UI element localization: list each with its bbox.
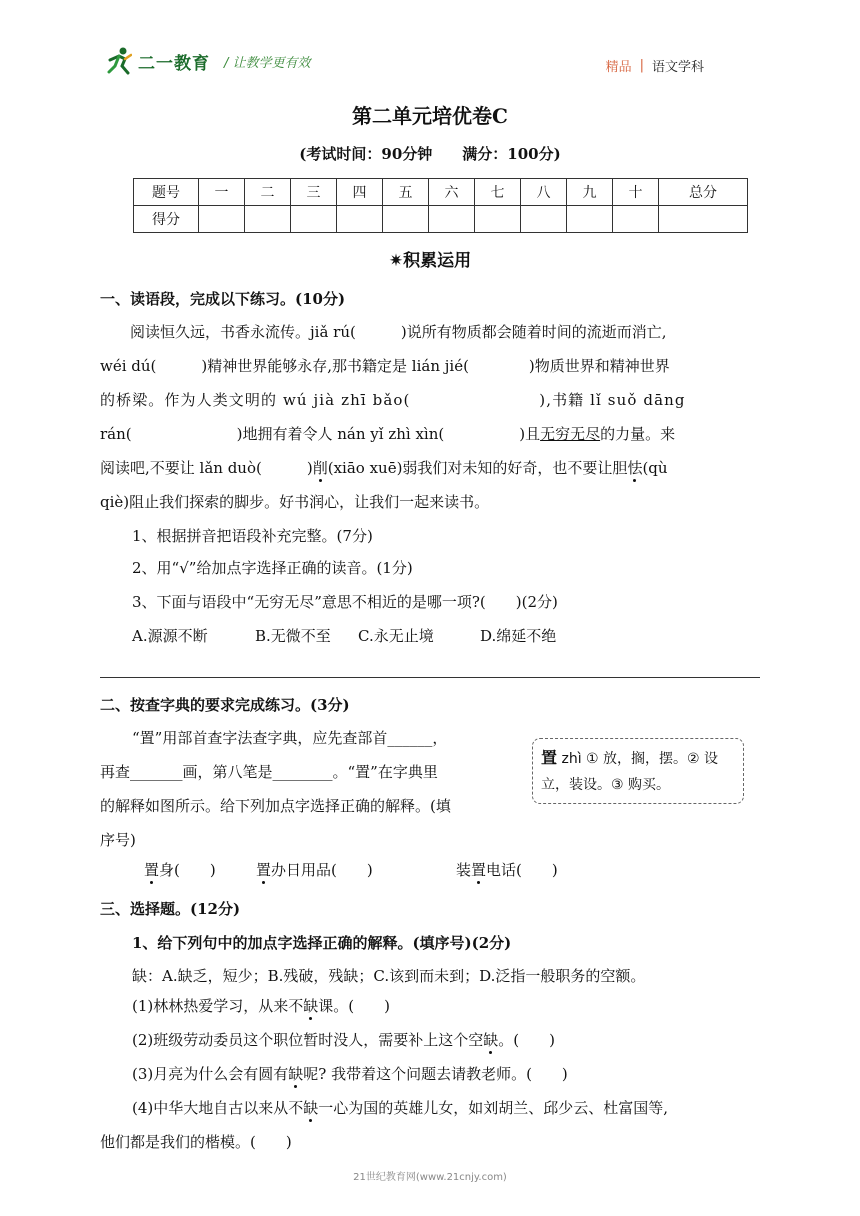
text-span: rán( )地拥有着令人 nán yǐ zhì xìn( )且 bbox=[100, 425, 541, 443]
table-cell: 总分 bbox=[659, 179, 748, 206]
score-cell[interactable] bbox=[475, 206, 521, 233]
text-span: 电话( ) bbox=[486, 861, 558, 879]
dotted-char: 缺 bbox=[288, 1065, 304, 1083]
slogan: / 让教学更有效 bbox=[224, 55, 311, 71]
page-title: 第二单元培优卷C bbox=[352, 104, 508, 128]
score-cell[interactable] bbox=[613, 206, 659, 233]
q2-item bbox=[256, 860, 373, 880]
table-cell: 一 bbox=[199, 179, 245, 206]
text-span: 一心为国的英雄儿女，如刘胡兰、邱少云、杜富国等, bbox=[318, 1099, 669, 1117]
table-cell: 二 bbox=[245, 179, 291, 206]
text-span: (xiāo xuē)弱我们对未知的好奇，也不要让胆 bbox=[327, 459, 628, 477]
dictionary-entry-box bbox=[532, 738, 744, 804]
dict-line bbox=[541, 745, 735, 772]
q1-para-line: 阅读恒久远，书香永流传。jiǎ rú( )说所有物质都会随着时间的流逝而消亡, bbox=[100, 323, 667, 341]
score-table bbox=[133, 178, 748, 233]
text-span: 阅读吧,不要让 lǎn duò( ) bbox=[100, 459, 313, 477]
q3-sentence bbox=[132, 996, 390, 1016]
table-cell: 六 bbox=[429, 179, 475, 206]
q2-line: 序号) bbox=[100, 831, 136, 849]
text-span: 办日用品( ) bbox=[271, 861, 373, 879]
q1-para-line: wéi dú( )精神世界能够永存,那书籍定是 lián jié( )物质世界和精神世界 bbox=[100, 357, 670, 375]
subject-label: 语文学科 bbox=[651, 60, 704, 75]
score-cell[interactable] bbox=[199, 206, 245, 233]
text-span: 呢? 我带着这个问题去请教老师。( ) bbox=[303, 1065, 568, 1083]
score-cell[interactable] bbox=[337, 206, 383, 233]
q2-line: “置”用部首查字法查字典，应先查部首______， bbox=[132, 729, 448, 747]
text-span: 身( ) bbox=[159, 861, 216, 879]
q1-para-line bbox=[100, 424, 675, 444]
table-cell: 四 bbox=[337, 179, 383, 206]
q1-option[interactable]: C.永无止境 bbox=[358, 627, 434, 645]
q1-para-line: qiè)阻止我们探索的脚步。好书润心，让我们一起来读书。 bbox=[100, 493, 490, 511]
score-cell[interactable] bbox=[245, 206, 291, 233]
dotted-char: 缺 bbox=[483, 1031, 499, 1049]
q3-heading: 三、选择题。(12分) bbox=[100, 900, 241, 918]
header-subject bbox=[606, 56, 704, 75]
brand-logo bbox=[106, 46, 311, 76]
dict-definition: 立，装设。③ 购买。 bbox=[541, 777, 671, 793]
table-cell: 十 bbox=[613, 179, 659, 206]
q3-sentence bbox=[132, 1098, 668, 1118]
dotted-char: 削 bbox=[312, 459, 328, 477]
dotted-char: 怯 bbox=[627, 459, 643, 477]
table-cell: 五 bbox=[383, 179, 429, 206]
q2-item bbox=[144, 860, 216, 880]
exam-info: (考试时间：90分钟 满分：100分) bbox=[299, 145, 561, 163]
text-span: (2)班级劳动委员这个职位暂时没人，需要补上这个空 bbox=[132, 1031, 484, 1049]
score-table-header-row bbox=[134, 179, 748, 206]
table-cell: 得分 bbox=[134, 206, 199, 233]
underlined-phrase: 无穷无尽 bbox=[540, 425, 601, 443]
q3-definition: 缺：A.缺乏，短少；B.残破，残缺；C.该到而未到；D.泛指一般职务的空额。 bbox=[132, 967, 646, 985]
q2-heading: 二、按查字典的要求完成练习。(3分) bbox=[100, 696, 350, 714]
dotted-char: 置 bbox=[256, 861, 272, 879]
text-span: (1)林林热爱学习，从来不 bbox=[132, 997, 304, 1015]
q2-line: 再查_______画，第八笔是________。“置”在字典里 bbox=[100, 763, 438, 781]
q1-option[interactable]: A.源源不断 bbox=[132, 627, 208, 645]
q1-para-line: 的桥梁。作为人类文明的 wú jià zhī bǎo( ),书籍 lǐ suǒ dāng bbox=[100, 391, 686, 409]
table-cell: 八 bbox=[521, 179, 567, 206]
text-span: 装 bbox=[456, 861, 472, 879]
table-cell: 七 bbox=[475, 179, 521, 206]
table-cell: 三 bbox=[291, 179, 337, 206]
dict-head-char: 置 bbox=[541, 748, 558, 767]
dotted-char: 置 bbox=[471, 861, 487, 879]
q1-para-line bbox=[100, 458, 668, 478]
q1-option[interactable]: D.绵延不绝 bbox=[480, 627, 557, 645]
dict-definition: ① 放，搁，摆。② 设 bbox=[586, 751, 719, 767]
dotted-char: 缺 bbox=[303, 997, 319, 1015]
q1-sub-question: 1、根据拼音把语段补充完整。(7分) bbox=[132, 527, 373, 545]
footer: 21世纪教育网(www.21cnjy.com) bbox=[353, 1172, 507, 1183]
text-span: (qù bbox=[642, 459, 668, 477]
q3-sentence bbox=[132, 1030, 555, 1050]
q3-sentence-cont: 他们都是我们的楷模。( ) bbox=[100, 1133, 292, 1151]
q2-item bbox=[456, 860, 558, 880]
q1-sub-question: 2、用“√”给加点字选择正确的读音。(1分) bbox=[132, 559, 413, 577]
divider bbox=[100, 677, 760, 678]
q1-heading: 一、读语段，完成以下练习。(10分) bbox=[100, 290, 346, 308]
q3-sentence bbox=[132, 1064, 568, 1084]
quality-label: 精品 bbox=[605, 60, 632, 75]
score-cell[interactable] bbox=[521, 206, 567, 233]
logo-text: 二一教育 bbox=[138, 53, 210, 74]
text-span: (4)中华大地自古以来从不 bbox=[132, 1099, 304, 1117]
q1-sub-question: 3、下面与语段中“无穷无尽”意思不相近的是哪一项?( )(2分) bbox=[132, 593, 558, 611]
table-cell: 题号 bbox=[134, 179, 199, 206]
text-span: 的力量。来 bbox=[600, 425, 676, 443]
dotted-char: 缺 bbox=[303, 1099, 319, 1117]
text-span: 课。( ) bbox=[318, 997, 390, 1015]
header-separator: | bbox=[639, 58, 644, 73]
text-span: (3)月亮为什么会有圆有 bbox=[132, 1065, 289, 1083]
dict-pinyin: zhì bbox=[561, 751, 582, 767]
score-cell[interactable] bbox=[567, 206, 613, 233]
runner-logo-icon bbox=[106, 46, 132, 76]
table-cell: 九 bbox=[567, 179, 613, 206]
score-cell[interactable] bbox=[291, 206, 337, 233]
score-cell[interactable] bbox=[429, 206, 475, 233]
q3-sub-heading: 1、给下列句中的加点字选择正确的解释。(填序号)(2分) bbox=[132, 934, 512, 952]
q1-option[interactable]: B.无微不至 bbox=[255, 627, 331, 645]
score-cell[interactable] bbox=[659, 206, 748, 233]
text-span: 。( ) bbox=[498, 1031, 555, 1049]
score-table-score-row bbox=[134, 206, 748, 233]
section-banner: ✷积累运用 bbox=[388, 251, 472, 271]
dotted-char: 置 bbox=[144, 861, 160, 879]
q2-line: 的解释如图所示。给下列加点字选择正确的解释。(填 bbox=[100, 797, 451, 815]
score-cell[interactable] bbox=[383, 206, 429, 233]
